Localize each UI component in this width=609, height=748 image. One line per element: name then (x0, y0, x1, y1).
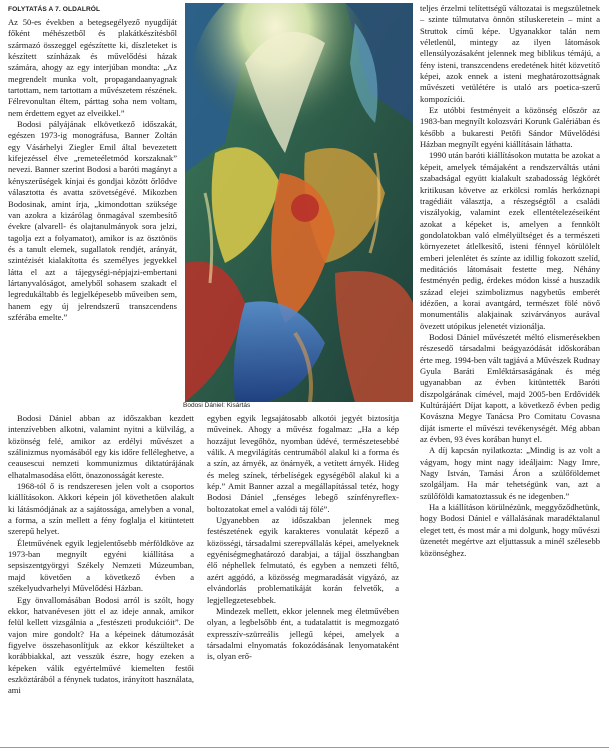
painting-image (185, 3, 413, 402)
paragraph: Bodosi pályájának elkövetkező időszakát, egészen 1973-ig monográfusa, Banner Zoltán egy Vásárhelyi Ziegler Emil által bevezetett kifejezéssel élve „remeteéletmód korszaknak” nevezi. Banner szerint Bodosi a baróti magányt a kényszerűségek kínjai és gondjai között őrlődve választotta és avatta szövetségévé. Mikozben Bodosinak, amint írja, „kimondottan szüksége van azokra a kizárólag önmagával szembesítő évekre (alvarell- és olajtanulmányok sora jelzi, tagolja ezt a folyamatot), amikor is az ösztönös és a tanult elemek, sugallatok rendjét, arányát, szintézisét kialakította és személyes jegyekkel látta el azt a tájegységi-népjajzi-embertani lártanyvalóságot, amelyből sohasem szakadt el legredukáltabb és legjelképesebb műveiben sem, hanem egy új jelrendszerű transzcendens szférába emelte.” (8, 119, 177, 322)
paragraph: 1990 után baróti kiállításokon mutatta be azokat a képeit, amelyek témájaként a rendszerváltás utáni szabadságal együtt kialakult szabadosság légkörét kritikusan követve az erkölcsi romlás herkóznapi tragédiáit választja, a részegségtől a családi viszályokig, valamint ezek ellentételezéseiként azokat a képeket is, amelyen a fennkölt gondolatokban való elmélyültséget és a természeti környezetet átlelkesítő, isteni fénnyel körülölelt emberi jelenlétet és színte az idillig fokozott szelíd, meditációs látomásait festette meg. Néhány festményén pedig, érdekes módon kissé a huszadik század elejei szimbolizmus nagybetűs emberét idézően, a korai avantgárd, természet fölé növő monumentális alakjainak szivárványos aurával övezett utópikus jelenetét vizionálja. (420, 150, 600, 331)
painting-artwork (185, 3, 413, 402)
column-bottom-middle (207, 413, 399, 747)
column-right (420, 3, 600, 747)
paragraph: teljes érzelmi telítettségű változatai is megszületnek – szinte túlmutatva önnön stíluskeretein – mint a Struttok című képe. Ugyanakkor talán nem véletlenül, mintegy az ilyen látomások ellensúlyozásaként jelennek meg biblikus témájú, a fény isteni, transzcendens eredetének hitét közvetítő képei, azok ennek a isteni meghatározottságnak művészeti vetülétére is utaló ars poetica-szerű kompozíciói. (420, 3, 600, 104)
paragraph: Bodosi Dániel művészetét méltó elismerésekben részesedő társadalmi beágyazódását időskorában érte meg. 1994-ben vált tagjává a Művészek Rudnay Gyula Baráti Emléktársaságának és még ugyanabban az évben kitüntették Baróti díszpolgárának címével, majd 2005-ben Erdővidék Kultúrájáért Díjat kapott, a következő évben pedig Kovászna Megye Tanácsa Pro Comitatu Covasna díját ismerte el művészi tevékenységét. Még abban az évben, 93 éves korában hunyt el. (420, 331, 600, 445)
paragraph: Egy önvallomásában Bodosi arról is szólt, hogy ekkor, hatvanévesen jött el az ideje annak, amikor felül kellett vizsgálnia a „festészeti produkcióit”. De vajon mire gondolt? Ha a képeinek dátumozását figyelve összehasonlítjuk az ekkor készülteket a korábbiakkal, azt vesszük észre, hogy ezeken a képeken válik egyértelművé kiemelten festői eszköztárából a fénynek tudatos, irányított használata, ami (8, 594, 194, 696)
paragraph: Ugyanebben az időszakban jelennek meg festészetének egyik karakteres vonulatát képező a közösségi, társadalmi szerepvállalás képei, amelyeknek egyéniségmeghatározó darabjai, a tájjal összhangban élő néphellek felmutató, és egyben a nemzeti féltő, azért aggódó, a közösség megmaradását vigyázó, az elvándorlás problematikáját korán felvetők, a legjellegzetesebbek. (207, 515, 399, 605)
column-top-left (8, 17, 177, 411)
paragraph: Ha a kiállításon körülnézünk, meggyőződhetünk, hogy Bodosi Dániel e vállalásának maradéktalanul eleget tett, és most már a mi dolgunk, hogy művészi üzenetét megértve azt eljuttassuk a minél szélesebb közönséghez. (420, 502, 600, 558)
image-caption: Bodosi Dániel: Kisártás (183, 402, 251, 409)
paragraph: Bodosi Dániel abban az időszakban kezdett intenzívebben alkotni, valamint nyitni a külvilág, a közönség felé, amikor az erdélyi művészet a szálinizmus nyomásából egy kis időre felléleghetve, a ceausescui nemzeti kommunizmus diktatúrájának elhatalmasodása előtt, önazonosságát kereste. (8, 413, 194, 480)
paragraph: egyben egyik legsajátosabb alkotói jegyét biztosítja műveinek. Ahogy a művész fogalmaz: „Ha a kép hozzájut levegőhöz, nyomban üdévé, természetesebbé válik. A megvilágítás centrumából alakul ki a forma és a szín, az árnyék, az önárnyék, a vetített árnyék. Hideg és meleg színek, térbelíségek egységéből alakul ki a kép.” Amit Banner azzal a megállapítással tetéz, hogy Bodosi Dániel „fenséges lebegő színfényreflex-boltozatokat emel a valódi táj fölé”. (207, 413, 399, 514)
paragraph: Életművének egyik legjelentősebb mérföldköve az 1973-ban megnyílt egyéni kiállítása a sepsiszentgyörgyi Székely Nemzeti Múzeumban, majd követően a következő évben a székelyudvarhelyi Művelődési Házban. (8, 537, 194, 594)
continuation-kicker: FOLYTATÁS A 7. OLDALRÓL (8, 6, 101, 13)
column-bottom-left (8, 413, 194, 747)
paragraph: Az 50-es években a betegsegélyező nyugdíját főként méhészetből és plakátkészítésből származó összeggel egészítette ki, díszleteket is készített színházak és művelődési házak számára, ahogy az egy interjúban mondta: „Az megrendelt munka volt, propagandaanyagnak tartottam, nem tartottam a művészetem részének. Félrevonultan éltem, párttag soha nem voltam, nem érdettem egyet az elveikkel.” (8, 17, 177, 118)
paragraph: Ez utóbbi festményeit a közönség először az 1983-ban megnyílt kolozsvári Korunk Galériában és később a bukaresti Petőfi Sándor Művelődési Házban megnyílt egyéni kiállításain láthatta. (420, 105, 600, 150)
paragraph: A díj kapcsán nyilatkozta: „Mindig is az volt a vágyam, hogy mint nagy ideáljaim: Nagy Imre, Nagy István, Tamási Áron a szülőföldemet szolgáljam. Ha már tehetségünk van, azt a szülőföldi kamatoztassuk és ne idegenben.” (420, 445, 600, 501)
painting-red-head (291, 194, 319, 222)
paragraph: 1968-tól ő is rendszeresen jelen volt a csoportos kiállításokon. Akkori képein jól követhetően alakult ki látásmódjának az a sajátossága, amelyben a vonal, a forma, a szín mellett a fény foglalja el kitüntetett szerepű helyet. (8, 481, 194, 537)
paragraph: Mindezek mellett, ekkor jelennek meg életművében olyan, a legbelsőbb ént, a tudatalattit is megmozgató expresszív-szürreális jellegű képei, amelyek a társadalmi elnyomatás fokozódásának lenyomataként is, olyan erő- (207, 605, 399, 662)
